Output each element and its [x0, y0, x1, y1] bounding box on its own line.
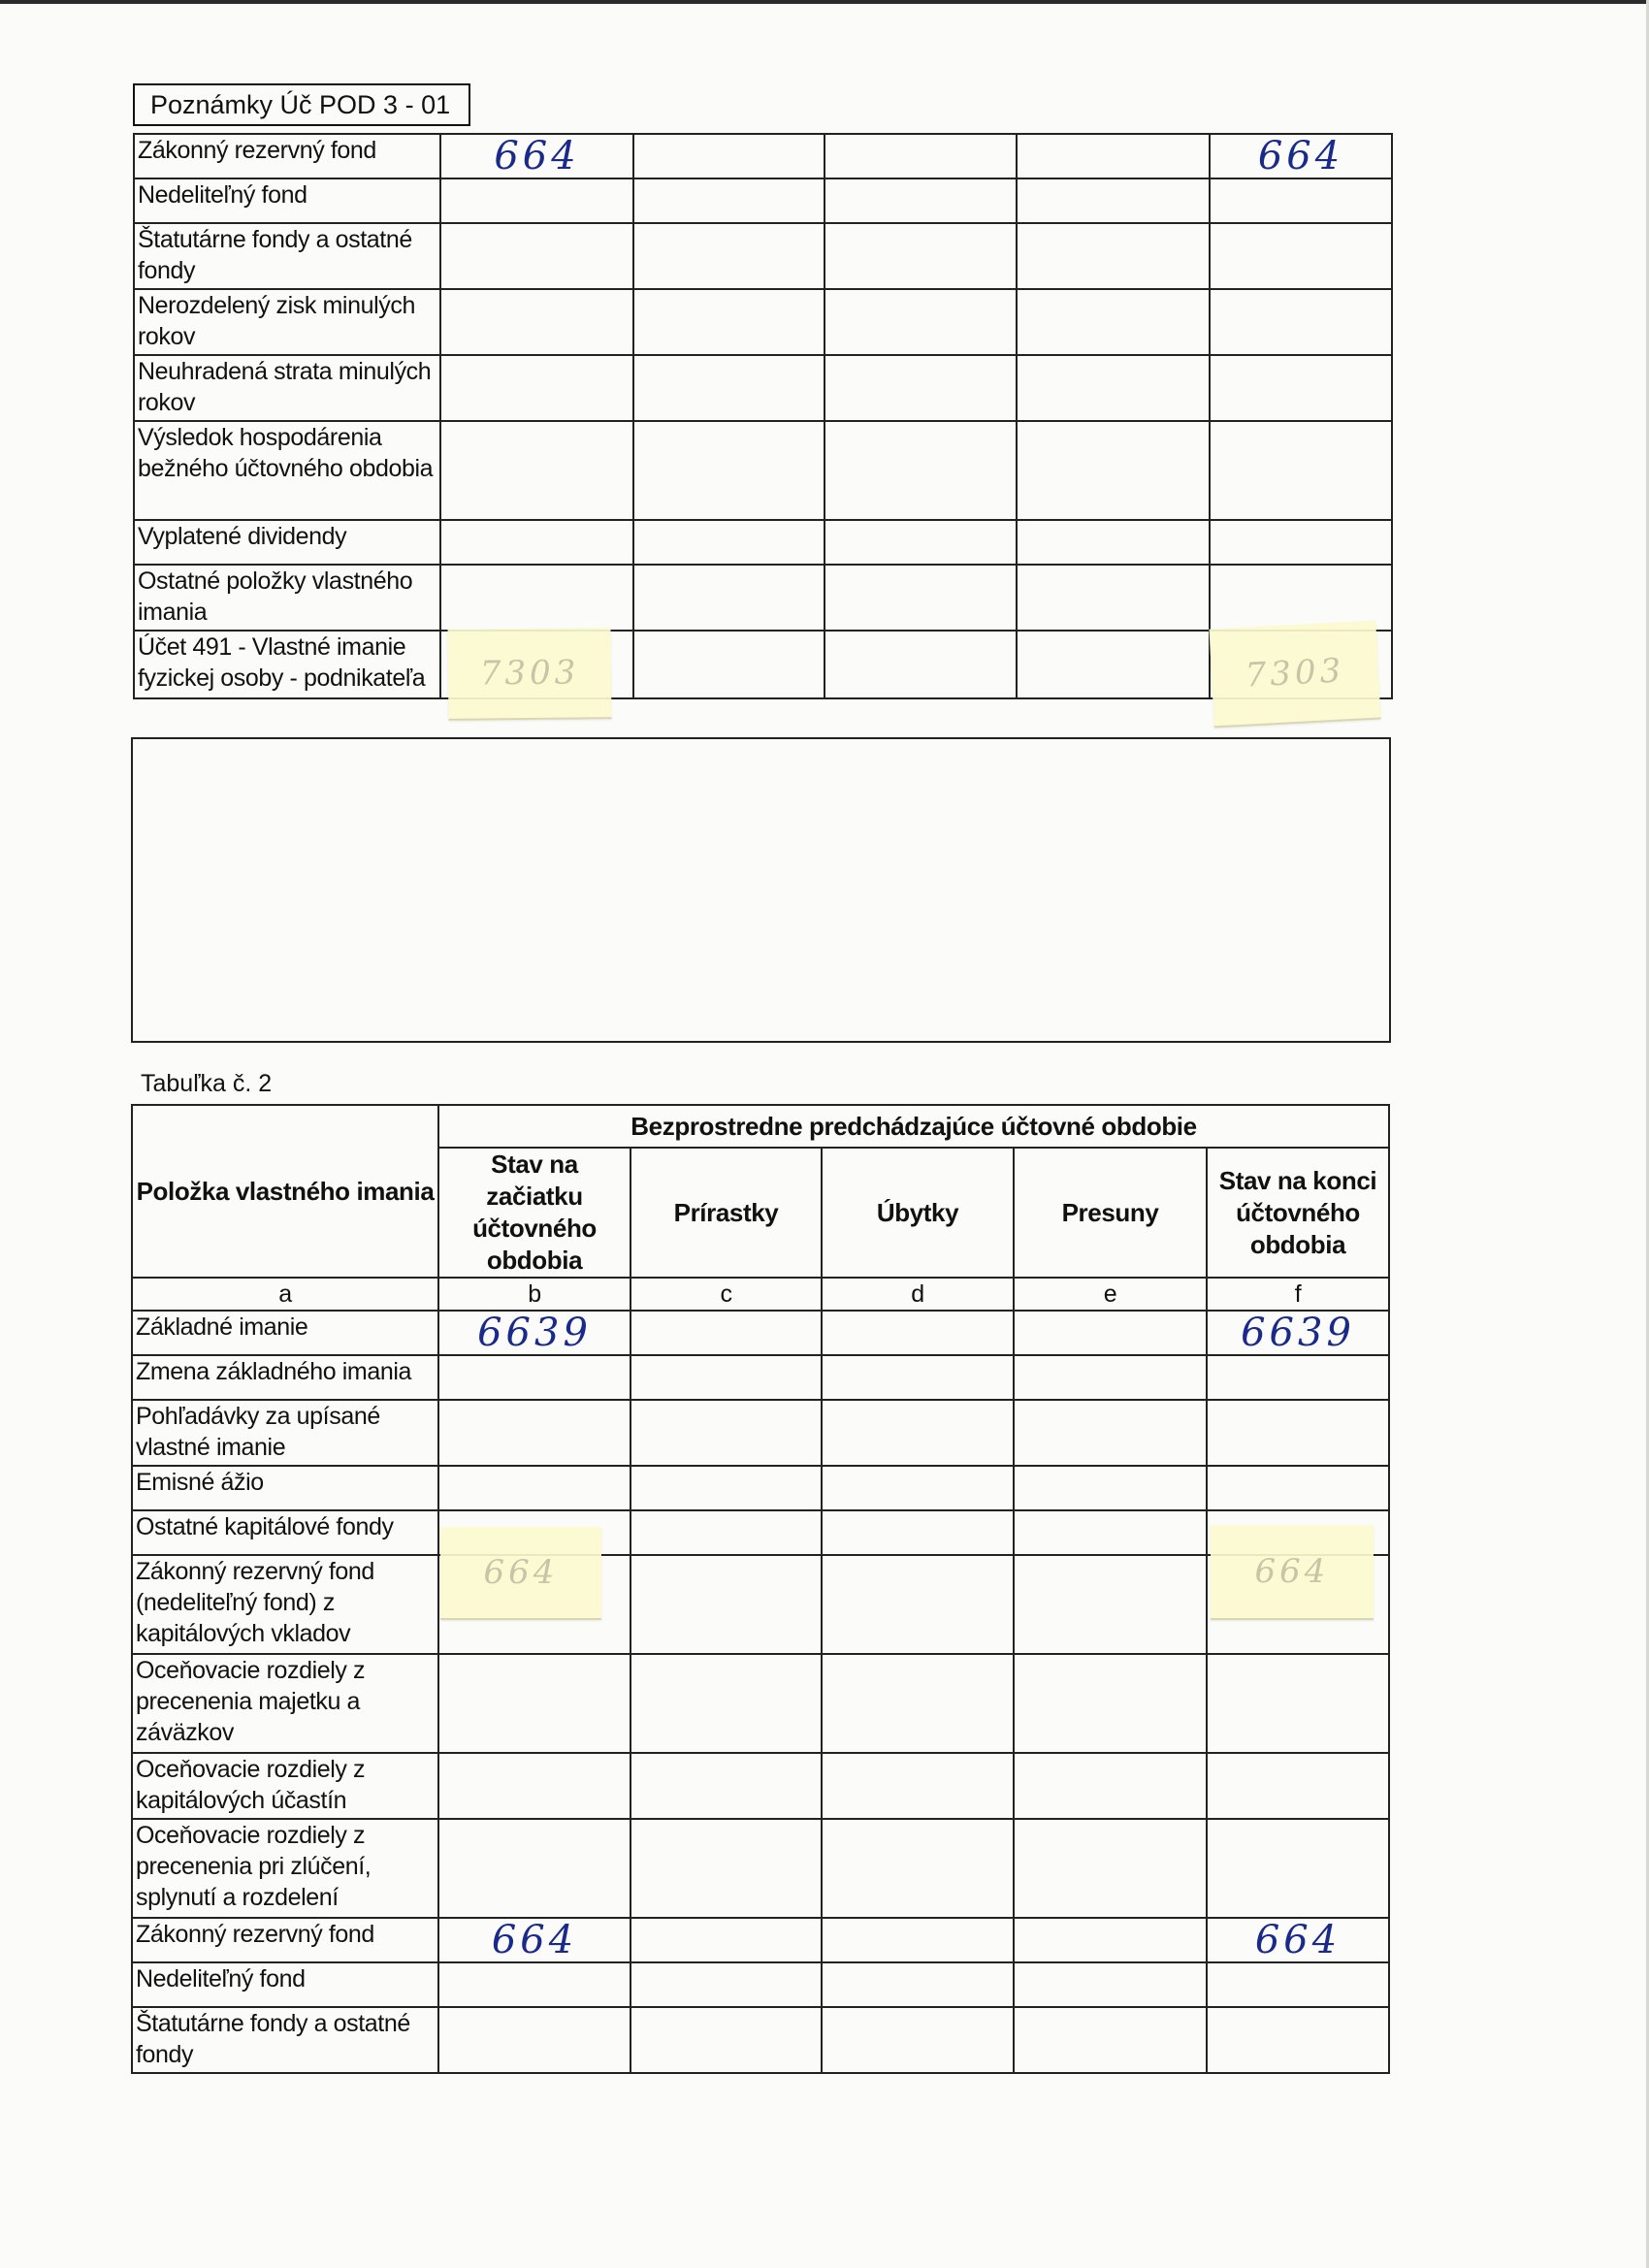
value-cell-b [438, 1918, 630, 1962]
row-label: Nerozdelený zisk minulých rokov [134, 289, 440, 355]
value-cell-b [440, 134, 633, 178]
value-cell-f [1207, 1311, 1389, 1355]
table-row [132, 1400, 1389, 1466]
row-label: Zmena základného imania [132, 1355, 438, 1400]
page-header-label: Poznámky Úč POD 3 - 01 [133, 83, 470, 126]
row-label: Neuhradená strata minulých rokov [134, 355, 440, 421]
sticky-note [1211, 1525, 1374, 1620]
table-row [134, 134, 1392, 178]
additions-header: Prírastky [630, 1148, 822, 1278]
row-label: Ostatné položky vlastného imania [134, 565, 440, 631]
table-row [134, 355, 1392, 421]
sticky-note [440, 1527, 601, 1620]
row-label: Ostatné kapitálové fondy [132, 1510, 438, 1555]
table-row [134, 631, 1392, 698]
handwritten-value: 664 [494, 133, 580, 178]
table-row [134, 565, 1392, 631]
column-letter: f [1207, 1278, 1389, 1311]
table-row [132, 1918, 1389, 1962]
table-row [132, 1355, 1389, 1400]
row-label: Štatutárne fondy a ostatné fondy [134, 223, 440, 289]
table-row [134, 178, 1392, 223]
handwritten-value: 664 [491, 1917, 578, 1962]
row-label: Výsledok hospodárenia bežného účtovného obdobia [134, 421, 440, 520]
table-row [132, 1819, 1389, 1918]
column-letter: b [438, 1278, 630, 1311]
transfers-header: Presuny [1014, 1148, 1207, 1278]
column-letter: d [822, 1278, 1014, 1311]
row-label: Oceňovacie rozdiely z kapitálových účastín [132, 1753, 438, 1819]
table-row [134, 421, 1392, 520]
handwritten-value: 664 [1257, 133, 1344, 178]
row-label: Oceňovacie rozdiely z precenenia pri zlúčení, splynutí a rozdelení [132, 1819, 438, 1918]
sticky-note [448, 628, 612, 721]
table-row [134, 223, 1392, 289]
faded-handwritten-note: 7303 [1244, 651, 1346, 696]
column-letter: c [630, 1278, 822, 1311]
table-row [132, 1753, 1389, 1819]
row-label: Pohľadávky za upísané vlastné imanie [132, 1400, 438, 1466]
equity-changes-table [131, 1104, 1390, 2074]
row-label: Vyplatené dividendy [134, 520, 440, 565]
row-label: Oceňovacie rozdiely z precenenia majetku a záväzkov [132, 1654, 438, 1753]
handwritten-value: 6639 [1241, 1310, 1355, 1355]
scan-edge [0, 0, 1649, 4]
table-row [132, 1654, 1389, 1753]
blank-text-box [131, 737, 1391, 1043]
table-row [132, 1311, 1389, 1355]
row-label: Nedeliteľný fond [134, 178, 440, 223]
row-label: Základné imanie [132, 1311, 438, 1355]
row-label: Emisné ážio [132, 1466, 438, 1510]
item-column-header: Položka vlastného imania [132, 1105, 438, 1278]
column-letter: e [1014, 1278, 1207, 1311]
table-row [132, 2007, 1389, 2073]
row-label: Zákonný rezervný fond [132, 1918, 438, 1962]
value-cell-f [1210, 134, 1392, 178]
value-cell-e [1017, 134, 1210, 178]
column-letter: a [132, 1278, 438, 1311]
table-row [134, 520, 1392, 565]
period-group-header: Bezprostredne predchádzajúce účtovné obdobie [438, 1105, 1389, 1148]
handwritten-value: 6639 [477, 1310, 592, 1355]
opening-balance-header: Stav na začiatku účtovného obdobia [438, 1148, 630, 1278]
table-row [132, 1510, 1389, 1555]
value-cell-f [1207, 1918, 1389, 1962]
value-cell-c [633, 134, 824, 178]
value-cell-b [438, 1311, 630, 1355]
row-label: Zákonný rezervný fond (nedeliteľný fond) z kapitálových vkladov [132, 1555, 438, 1654]
faded-handwritten-note: 664 [483, 1553, 559, 1592]
row-label: Nedeliteľný fond [132, 1962, 438, 2007]
faded-handwritten-note: 7303 [479, 653, 580, 694]
closing-balance-header: Stav na konci účtovného obdobia [1207, 1148, 1389, 1278]
row-label: Účet 491 - Vlastné imanie fyzickej osoby - podnikateľa [134, 631, 440, 698]
table-caption: Tabuľka č. 2 [141, 1070, 273, 1097]
handwritten-value: 664 [1254, 1917, 1342, 1962]
sticky-note [1209, 621, 1380, 729]
table-row [132, 1555, 1389, 1654]
row-label: Štatutárne fondy a ostatné fondy [132, 2007, 438, 2073]
faded-handwritten-note: 664 [1254, 1552, 1330, 1591]
table-row [132, 1466, 1389, 1510]
value-cell-d [824, 134, 1017, 178]
table-row [134, 289, 1392, 355]
column-letter-row [132, 1278, 1389, 1311]
equity-items-table-continued [133, 133, 1393, 699]
table-row [132, 1962, 1389, 2007]
row-label: Zákonný rezervný fond [134, 134, 440, 178]
reductions-header: Úbytky [822, 1148, 1014, 1278]
